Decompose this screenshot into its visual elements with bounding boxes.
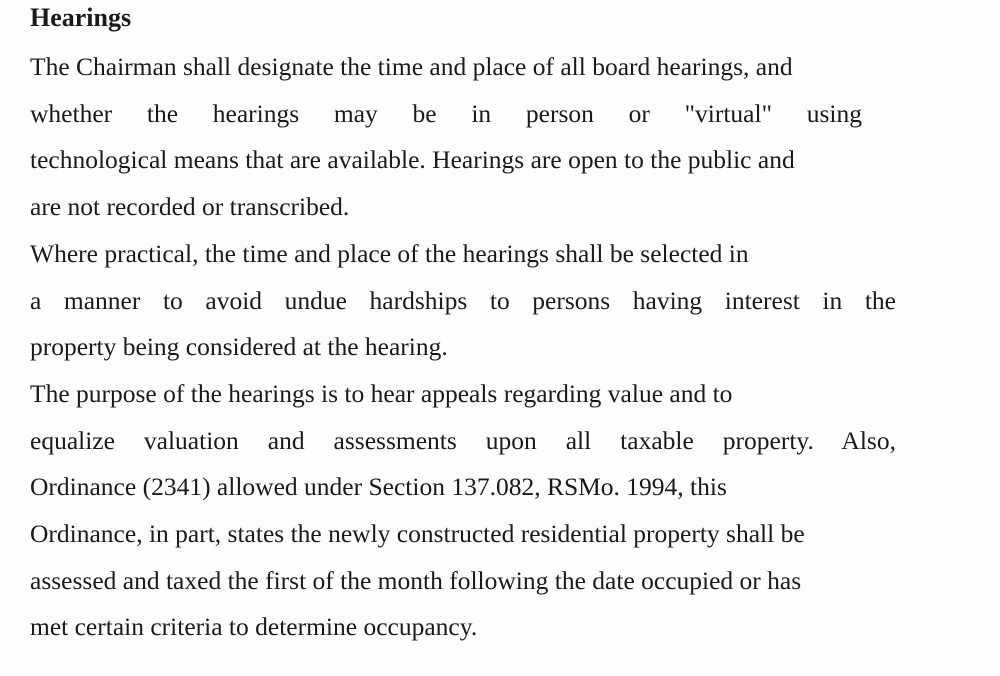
body-line: assessed and taxed the first of the month following the date occupied or has (30, 565, 802, 595)
body-line: property being considered at the hearing. (30, 332, 448, 362)
body-line: Ordinance, in part, states the newly constructed residential property shall be (30, 519, 805, 549)
body-line: Where practical, the time and place of the hearings shall be selected in (30, 238, 749, 268)
section-heading: Hearings (30, 3, 132, 32)
body-line: equalize valuation and assessments upon all taxable property. Also, (30, 425, 896, 455)
body-line: The purpose of the hearings is to hear appeals regarding value and to (30, 378, 733, 408)
section-body (30, 44, 965, 651)
body-line: Ordinance (2341) allowed under Section 137.082, RSMo. 1994, this (30, 472, 727, 502)
body-line: technological means that are available. Hearings are open to the public and (30, 145, 795, 175)
body-line: The Chairman shall designate the time and place of all board hearings, and (30, 52, 793, 81)
body-line: whether the hearings may be in person or "virtual" using (30, 98, 862, 128)
body-line: a manner to avoid undue hardships to persons having interest in the (30, 285, 896, 315)
body-line: are not recorded or transcribed. (30, 192, 350, 222)
body-line: met certain criteria to determine occupancy. (30, 612, 478, 642)
